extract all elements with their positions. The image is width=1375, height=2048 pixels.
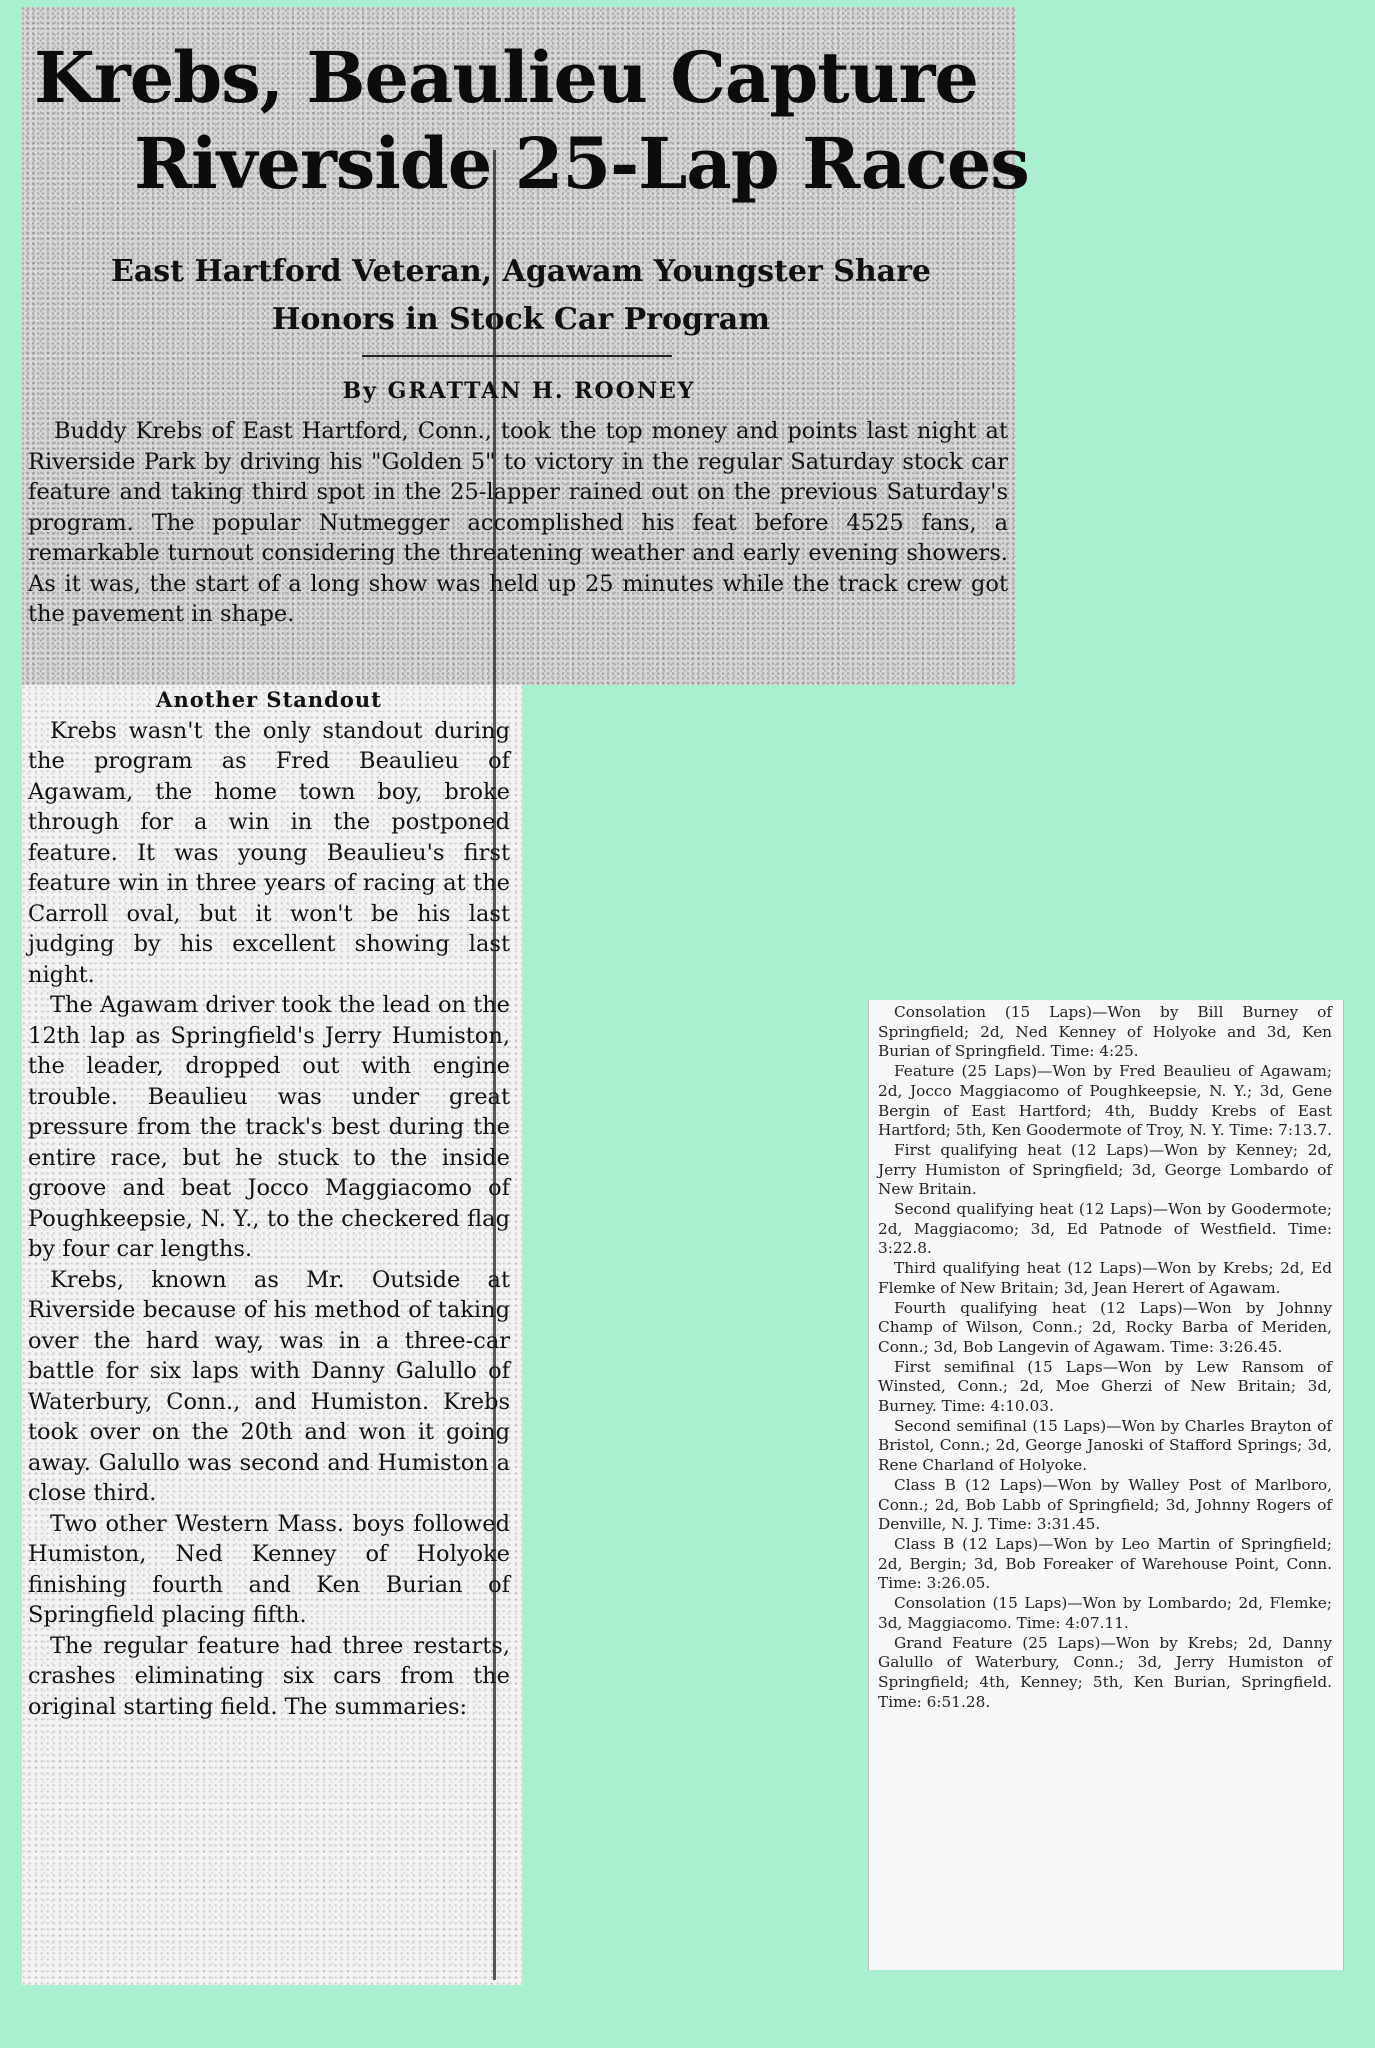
lead-paragraph: Buddy Krebs of East Hartford, Conn., took the top money and points last night at Riverside Park by driving his "Golden 5" to victory in the regular Saturday stock car feature and taking third spot in the 25-lapper rained out on the previous Saturday's program. The popular Nutmegger accomplished his feat before 4525 fans, a remarkable turnout considering the threatening weather and early evening showers. As it was, the start of a long show was held up 25 minutes while the track crew got the pavement in shape. <box>28 418 1008 627</box>
deck-line-1: East Hartford Veteran, Agawam Youngster Share <box>110 254 932 289</box>
deck-line-2: Honors in Stock Car Program <box>272 302 770 337</box>
race-summaries <box>878 1003 1332 1712</box>
headline-line-1: Krebs, Beaulieu Capture <box>34 36 978 119</box>
deck-rule <box>362 355 672 357</box>
article-paragraph: Krebs, known as Mr. Outside at Riverside because of his method of taking over the hard way, was in a three-car battle for six laps with Danny Galullo of Waterbury, Conn., and Humiston. Krebs took over on the 20th and won it going away. Galullo was second and Humiston a close third. <box>28 1266 510 1506</box>
summary-item: First qualifying heat (12 Laps)—Won by Kenney; 2d, Jerry Humiston of Springfield; 3d, George Lombardo of New Britain. <box>878 1140 1332 1199</box>
summary-item: Consolation (15 Laps)—Won by Lombardo; 2d, Flemke; 3d, Maggiacomo. Time: 4:07.11. <box>878 1594 1332 1632</box>
byline: By GRATTAN H. ROONEY <box>342 378 696 404</box>
summary-item: First semifinal (15 Laps—Won by Lew Ransom of Winsted, Conn.; 2d, Moe Gherzi of New Britain; 3d, Burney. Time: 4:10.03. <box>878 1357 1332 1416</box>
summary-item: Grand Feature (25 Laps)—Won by Krebs; 2d, Danny Galullo of Waterbury, Conn.; 3d, Jerry Humiston of Springfield; 4th, Kenney; 5th, Ken Burian, Springfield. Time: 6:51.28. <box>878 1633 1332 1711</box>
article-column <box>28 685 510 1722</box>
summary-item: Class B (12 Laps)—Won by Leo Martin of Springfield; 2d, Bergin; 3d, Bob Foreaker of Warehouse Point, Conn. Time: 3:26.05. <box>878 1534 1332 1593</box>
article-paragraph: Two other Western Mass. boys followed Humiston, Ned Kenney of Holyoke finishing fourth and Ken Burian of Springfield placing fifth. <box>28 1510 510 1628</box>
summary-item: Third qualifying heat (12 Laps)—Won by Krebs; 2d, Ed Flemke of New Britain; 3d, Jean Herert of Agawam. <box>878 1259 1332 1297</box>
article-paragraph: The Agawam driver took the lead on the 12th lap as Springfield's Jerry Humiston, the leader, dropped out with engine trouble. Beaulieu was under great pressure from the track's best during the entire race, but he stuck to the inside groove and beat Jocco Maggiacomo of Poughkeepsie, N. Y., to the checkered flag by four car lengths. <box>28 992 510 1262</box>
summary-item: Second qualifying heat (12 Laps)—Won by Goodermote; 2d, Maggiacomo; 3d, Ed Patnode of Westfield. Time: 3:22.8. <box>878 1200 1332 1258</box>
summary-item: Fourth qualifying heat (12 Laps)—Won by Johnny Champ of Wilson, Conn.; 2d, Rocky Barba of Meriden, Conn.; 3d, Bob Langevin of Agawam. Time: 3:26.45. <box>878 1298 1332 1356</box>
headline-line-2: Riverside 25-Lap Races <box>134 122 1029 205</box>
summary-item: Consolation (15 Laps)—Won by Bill Burney of Springfield; 2d, Ned Kenney of Holyoke and 3d, Ken Burian of Springfield. Time: 4:25. <box>878 1003 1332 1061</box>
summary-item: Second semifinal (15 Laps)—Won by Charles Brayton of Bristol, Conn.; 2d, George Janoski of Stafford Springs; 3d, Rene Charland of Holyoke. <box>878 1416 1332 1475</box>
summary-item: Class B (12 Laps)—Won by Walley Post of Marlboro, Conn.; 2d, Bob Labb of Springfield; 3d, Johnny Rogers of Denville, N. J. Time: 3:31.45. <box>878 1475 1332 1534</box>
article-paragraph: The regular feature had three restarts, crashes eliminating six cars from the original starting field. The summaries: <box>28 1632 510 1720</box>
subhead: Another Standout <box>156 687 382 712</box>
article-paragraph: Krebs wasn't the only standout during the program as Fred Beaulieu of Agawam, the home town boy, broke through for a win in the postponed feature. It was young Beaulieu's first feature win in three years of racing at the Carroll oval, but it won't be his last judging by his excellent showing last night. <box>28 717 510 988</box>
lead-section <box>28 416 1008 630</box>
summary-item: Feature (25 Laps)—Won by Fred Beaulieu of Agawam; 2d, Jocco Maggiacomo of Poughkeepsie, N. Y.; 3d, Gene Bergin of East Hartford; 4th, Buddy Krebs of East Hartford; 5th, Ken Goodermote of Troy, N. Y. Time: 7:13.7. <box>878 1062 1332 1140</box>
